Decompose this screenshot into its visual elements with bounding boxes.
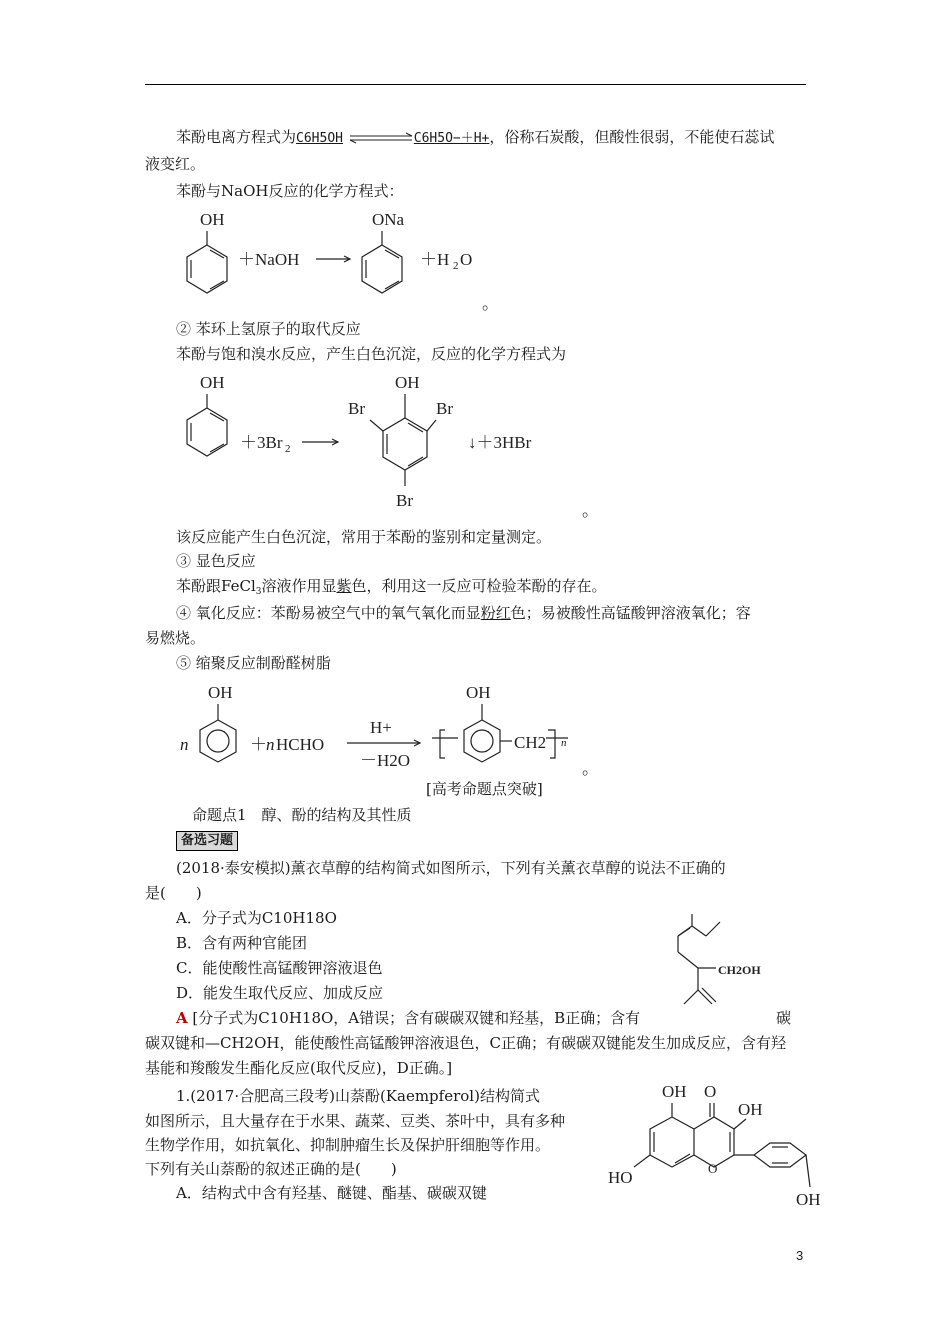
equilibrium-arrow-icon — [348, 132, 414, 144]
svg-text:OH: OH — [200, 373, 225, 392]
phenolic-resin-reaction — [170, 678, 620, 778]
backup-exercises-tag: 备选习题 — [176, 831, 238, 851]
svg-text:n: n — [180, 735, 189, 754]
exam-header: [高考命题点突破] — [426, 780, 543, 798]
svg-text:n: n — [266, 735, 275, 754]
ring-a-icon — [650, 1117, 694, 1167]
plus-br2: ＋3Br — [240, 433, 283, 452]
page-number: 3 — [796, 1248, 804, 1263]
q1-stem-1: 1.(2017·合肥高三段考)山萘酚(Kaempferol)结构简式 — [176, 1087, 540, 1105]
svg-text:O: O — [704, 1082, 717, 1101]
section-3-title: ③ 显色反应 — [176, 552, 256, 570]
aromatic-circle-icon — [207, 730, 229, 752]
q0-answer-line-3: 基能和羧酸发生酯化反应(取代反应)，D正确。] — [145, 1059, 453, 1077]
svg-text:O: O — [708, 1161, 718, 1176]
period: 。 — [482, 294, 499, 313]
condition-top: H+ — [370, 718, 392, 737]
lavandulol-structure — [660, 912, 800, 1022]
right-bracket-icon — [548, 730, 555, 758]
left-bracket-icon — [440, 730, 445, 758]
svg-text:OH: OH — [466, 683, 491, 702]
svg-text:。: 。 — [582, 759, 599, 778]
violet-answer: 紫 — [336, 577, 352, 595]
ch2oh-label: CH2OH — [718, 963, 761, 977]
svg-text:Br: Br — [396, 491, 413, 510]
section-3-text: 苯酚跟FeCl$_3$溶液作用显紫色，利用这一反应可检验苯酚的存在。 — [176, 577, 607, 597]
q0-option-c: C．能使酸性高锰酸钾溶液退色 — [176, 959, 383, 977]
plus-naoh: ＋NaOH — [238, 250, 300, 269]
q0-answer-letter: A — [176, 1009, 188, 1027]
svg-text:Br: Br — [436, 399, 453, 418]
pink-answer: 粉红 — [480, 604, 511, 622]
naoh-intro: 苯酚与NaOH反应的化学方程式： — [176, 182, 404, 200]
q0-option-b: B．含有两种官能团 — [176, 934, 308, 952]
down-3hbr: ↓＋3HBr — [468, 433, 532, 452]
svg-text:n: n — [561, 737, 567, 749]
section-2-title: ② 苯环上氢原子的取代反应 — [176, 320, 361, 338]
ionization-line-2: 液变红。 — [145, 155, 206, 173]
section-4-line-2: 易燃烧。 — [145, 629, 206, 647]
phenoxide-ring-icon — [362, 245, 402, 293]
header-rule — [145, 84, 806, 85]
q1-stem-2: 如图所示，且大量存在于水果、蔬菜、豆类、茶叶中，具有多种 — [145, 1112, 566, 1130]
ionization-line: 苯酚电离方程式为C6H5OH C6H5O−＋H+，俗称石炭酸，但酸性很弱，不能使石蕊试 — [176, 128, 775, 146]
repeat-ring-icon — [464, 720, 500, 762]
section-4-text: ④ 氧化反应：苯酚易被空气中的氧气氧化而显粉红色；易被酸性高锰酸钾溶液氧化；容 — [176, 604, 751, 622]
phenol-bromination-reaction — [170, 368, 599, 520]
svg-text:＋: ＋ — [250, 735, 267, 754]
plus-h: ＋H — [420, 250, 450, 269]
q1-stem-3: 生物学作用，如抗氧化、抑制肿瘤生长及保护肝细胞等作用。 — [145, 1136, 551, 1154]
svg-text:2: 2 — [453, 260, 459, 272]
svg-text:OH: OH — [395, 373, 420, 392]
svg-text:2: 2 — [285, 443, 291, 455]
kaempferol-structure — [600, 1075, 840, 1215]
q0-option-a: A．分子式为C10H18O — [176, 909, 337, 927]
oh-label: OH — [200, 210, 225, 229]
svg-text:HO: HO — [608, 1168, 633, 1187]
isopropylidene-icon — [678, 926, 706, 936]
q0-stem-2: 是( ) — [145, 884, 202, 902]
svg-text:HCHO: HCHO — [276, 735, 325, 754]
q1-stem-4: 下列有关山萘酚的叙述正确的是( ) — [145, 1160, 397, 1178]
svg-text:CH2: CH2 — [514, 733, 547, 752]
benzene-ring-icon — [200, 720, 236, 762]
svg-text:OH: OH — [796, 1190, 821, 1209]
eq-left: C6H5OH — [296, 131, 343, 146]
svg-text:Br: Br — [348, 399, 365, 418]
ona-label: ONa — [372, 210, 405, 229]
tribromophenol-ring-icon — [383, 418, 427, 470]
svg-text:O: O — [460, 250, 473, 269]
q0-answer-line-2: 碳双键和—CH2OH，能使酸性高锰酸钾溶液退色，C正确；有碳碳双键能发生加成反应，含有羟 — [145, 1034, 786, 1052]
svg-text:OH: OH — [662, 1082, 687, 1101]
q0-answer-tan: 碳 — [776, 1009, 792, 1027]
after-bromination: 该反应能产生白色沉淀，常用于苯酚的鉴别和定量测定。 — [176, 528, 552, 546]
phenol-naoh-reaction — [170, 205, 510, 315]
condition-bottom: －H2O — [360, 751, 411, 770]
benzene-ring-icon — [187, 408, 227, 456]
svg-text:OH: OH — [208, 683, 233, 702]
q0-stem-1: (2018·泰安模拟)薰衣草醇的结构简式如图所示，下列有关薰衣草醇的说法不正确的 — [176, 859, 726, 877]
q0-answer-line-1: A [分子式为C10H18O，A错误；含有碳碳双键和羟基，B正确；含有 — [176, 1009, 641, 1027]
benzene-ring-icon — [187, 245, 227, 293]
q0-option-d: D．能发生取代反应、加成反应 — [176, 984, 384, 1002]
svg-text:OH: OH — [738, 1100, 763, 1119]
q1-option-a: A．结构式中含有羟基、醚键、酯基、碳碳双键 — [176, 1184, 487, 1202]
svg-text:。: 。 — [582, 501, 599, 520]
section-5-title: ⑤ 缩聚反应制酚醛树脂 — [176, 654, 331, 672]
point-1-title: 命题点1 醇、酚的结构及其性质 — [192, 806, 412, 824]
section-2-desc: 苯酚与饱和溴水反应，产生白色沉淀，反应的化学方程式为 — [176, 345, 567, 363]
eq-right: C6H5O−＋H+ — [413, 131, 490, 146]
